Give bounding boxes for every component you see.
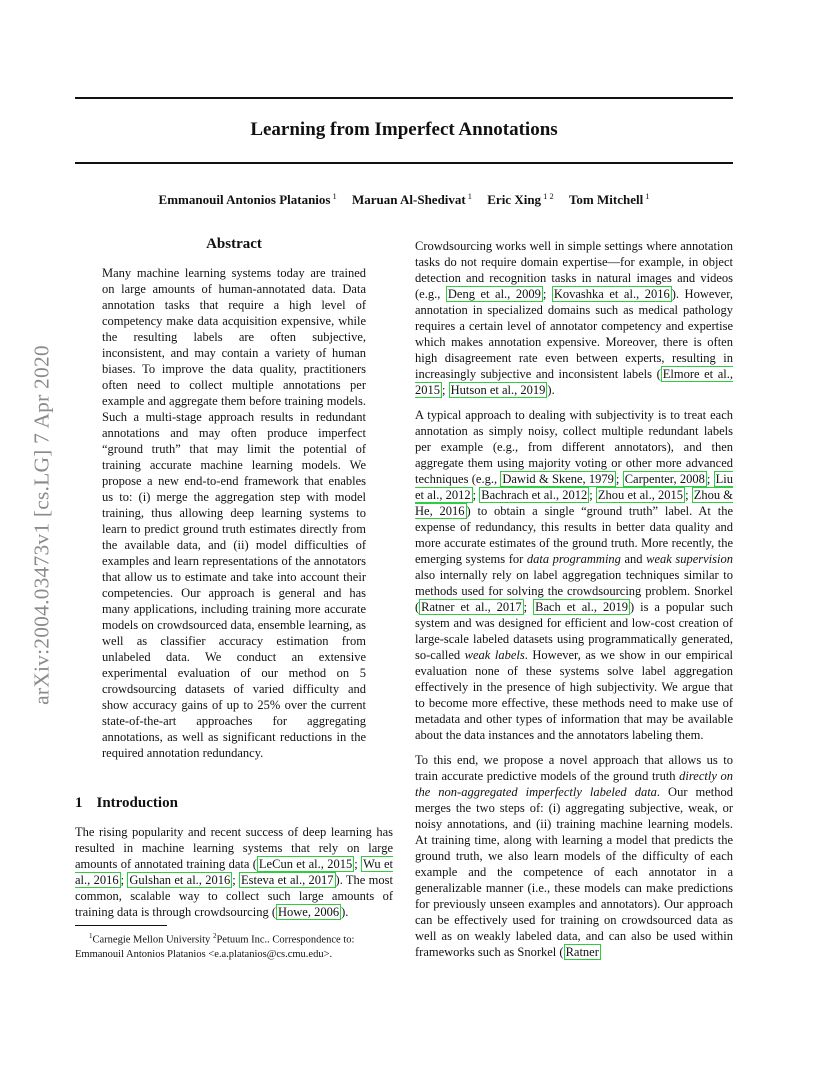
text-run: ;: [120, 873, 128, 887]
text-run: ) to obtain a single “ground truth” label. At the expense of redundancy, this results in better data quality and more accurate estimates of the ground truth. More recently, the emerging systems for: [415, 504, 733, 566]
text-run: Carnegie Mellon University: [92, 934, 213, 946]
citation-link[interactable]: Bachrach et al., 2012: [481, 488, 588, 502]
citation-link[interactable]: Wu et al., 2016: [75, 857, 393, 887]
citation-link[interactable]: Ratner et al., 2017: [421, 600, 522, 614]
footnote-affiliations: [75, 929, 393, 948]
footnote-correspondence: Emmanouil Antonios Platanios <e.a.platanios@cs.cmu.edu>.: [75, 948, 333, 960]
text-run: ;: [232, 873, 240, 887]
citation-link[interactable]: Carpenter, 2008: [624, 472, 705, 486]
text-run-emphasis: data programming: [526, 552, 621, 566]
author: [487, 192, 553, 207]
intro-paragraph: [75, 824, 393, 920]
footnote-rule: [75, 925, 167, 926]
text-run: . However, as we show in our empirical evaluation none of these systems solve label aggregation effectively in the presence of high subjectivity. We argue that to become more effective, these methods need to make use of metadata and other types of information that may be available about the data instances and the annotators labeling them.: [415, 648, 733, 742]
text-run-emphasis: weak supervision: [646, 552, 733, 566]
text-run: The rising popularity and recent success of deep learning has resulted in machine learning systems that rely on large amounts of annotated training data (: [75, 825, 393, 871]
author: [352, 192, 472, 207]
text-run: A typical approach to dealing with subjectivity is to treat each annotation as simply noisy, collect multiple redundant labels per example (e.g., from different annotators), and then aggregate them using majority voting or other more advanced techniques (e.g.,: [415, 408, 733, 486]
text-run: ).: [341, 905, 349, 919]
text-run: ;: [523, 600, 534, 614]
body-paragraph: [415, 238, 733, 398]
text-run: ;: [589, 488, 596, 502]
text-run: ) is a popular such system and was designed for efficient and low-cost creation of large-scale labeled datasets using programmatically generated, so-called: [415, 600, 733, 662]
title-bottom-rule: [75, 162, 733, 164]
citation-link[interactable]: Liu et al., 2012: [415, 472, 733, 502]
right-column: [415, 238, 733, 969]
text-run: and: [620, 552, 647, 566]
author-name: Eric Xing: [487, 192, 542, 208]
citation-link[interactable]: Zhou et al., 2015: [597, 488, 684, 502]
citation-link[interactable]: Deng et al., 2009: [447, 287, 541, 301]
section-title: Introduction: [96, 795, 178, 811]
text-run: also internally rely on label aggregation techniques similar to methods used for solving the crowdsourcing problem. Snorkel (: [415, 568, 733, 614]
text-run-emphasis: weak labels: [464, 648, 525, 662]
citation-link[interactable]: Dawid & Skene, 1979: [502, 472, 614, 486]
citation-link[interactable]: Zhou & He, 2016: [415, 488, 733, 518]
text-run: To this end, we propose a novel approach that allows us to train accurate predictive models of the ground truth: [415, 753, 733, 783]
citation-link[interactable]: Kovashka et al., 2016: [553, 287, 670, 301]
text-run: ).: [547, 383, 555, 397]
abstract-text: Many machine learning systems today are trained on large amounts of human-annotated data. Data annotation tasks that require a high level of competency make data acquisition expensive, while the resulting labels are often subjective, inconsistent, and may contain a variety of human biases. To improve the data quality, practitioners often need to collect multiple annotations per example and aggregate them before training models. Such a multi-stage approach results in redundant annotations and may often produce imperfect “ground truth” that may limit the potential of training accurate machine learning models. We propose a new end-to-end framework that enables us to: (i) merge the aggregation step with model training, thus allowing deep learning systems to learn to predict ground truth estimates directly from the available data, and (ii) model difficulties of examples and learn representations of the annotators that allow us to estimate and take into account their competencies. Our approach is general and has many applications, including training more accurate models on crowdsourced data, ensemble learning, as well as classifier accuracy estimation from unlabeled data. We conduct an extensive experimental evaluation of our method on 5 crowdsourcing datasets of varied difficulty and show accuracy gains of up to 25% over the current state-of-the-art approaches for aggregating annotations, as well as significant reductions in the required annotation redundancy.: [102, 266, 366, 760]
footnote: [75, 929, 393, 962]
paper-title: Learning from Imperfect Annotations: [250, 119, 558, 140]
text-run: ). The most common, scalable way to collect such large amounts of training data is through crowdsourcing (: [75, 873, 393, 919]
author-affiliation: 1: [645, 191, 650, 201]
footnote-marker: 2: [212, 932, 217, 940]
text-run: ;: [615, 472, 623, 486]
author-name: Maruan Al-Shedivat: [351, 192, 466, 208]
citation-link[interactable]: Howe, 2006: [278, 905, 340, 919]
text-run: ;: [442, 383, 449, 397]
title-top-rule: [75, 97, 733, 99]
body-paragraph: [415, 752, 733, 960]
author-affiliation: 1: [332, 191, 337, 201]
text-run: ). However, annotation in specialized domains such as medical pathology requires a certain level of annotator competency and expertise which makes annotation expensive. Moreover, there is often high disagreement rate even between experts, resulting in increasingly subjective and inconsistent labels (: [415, 287, 733, 381]
author: [569, 192, 650, 207]
body-paragraph: [415, 407, 733, 743]
citation-link[interactable]: Ratner: [565, 945, 599, 959]
author-affiliation: 1 2: [543, 191, 554, 201]
citation-link[interactable]: Elmore et al., 2015: [415, 367, 733, 397]
arxiv-identifier: [22, 290, 62, 760]
author-affiliation: 1: [467, 191, 472, 201]
author-name: Emmanouil Antonios Platanios: [158, 192, 331, 208]
citation-link[interactable]: LeCun et al., 2015: [258, 857, 353, 871]
text-run: ;: [542, 287, 552, 301]
abstract-heading: Abstract: [206, 236, 262, 252]
section-heading-introduction: [75, 795, 393, 812]
citation-link[interactable]: Hutson et al., 2019: [450, 383, 546, 397]
arxiv-identifier-text: arXiv:2004.03473v1 [cs.LG] 7 Apr 2020: [29, 345, 54, 705]
author-name: Tom Mitchell: [568, 192, 644, 208]
text-run: Crowdsourcing works well in simple settings where annotation tasks do not require domain expertise—for example, in object detection and recognition tasks in natural images and videos (e.g.,: [415, 239, 733, 301]
citation-link[interactable]: Bach et al., 2019: [535, 600, 628, 614]
text-run: Petuum Inc.. Correspondence to:: [216, 934, 355, 946]
text-run-emphasis: directly on the non-aggregated imperfectly labeled data: [415, 769, 733, 799]
author: [159, 192, 337, 207]
text-run: ;: [472, 488, 480, 502]
footnote-marker: 1: [89, 932, 93, 940]
text-run: ;: [706, 472, 714, 486]
citation-link[interactable]: Gulshan et al., 2016: [129, 873, 231, 887]
text-run: . Our method merges the two steps of: (i) aggregating subjective, weak, or noisy annotations, and (ii) training machine learning models. At training time, along with learning a model that predicts the ground truth, we also learn models of the difficulty of each example and the competence of each annotator in a generalizable manner (i.e., these models can make predictions for previously unseen examples and annotators). Our approach can be effectively used for training on crowdsourced data as well as on weakly labeled data, and can also be used within frameworks such as Snorkel (: [415, 785, 733, 959]
citation-link[interactable]: Esteva et al., 2017: [241, 873, 334, 887]
section-number: 1: [75, 795, 83, 811]
text-run: ;: [685, 488, 692, 502]
text-run: ;: [354, 857, 362, 871]
author-list: [75, 191, 733, 208]
